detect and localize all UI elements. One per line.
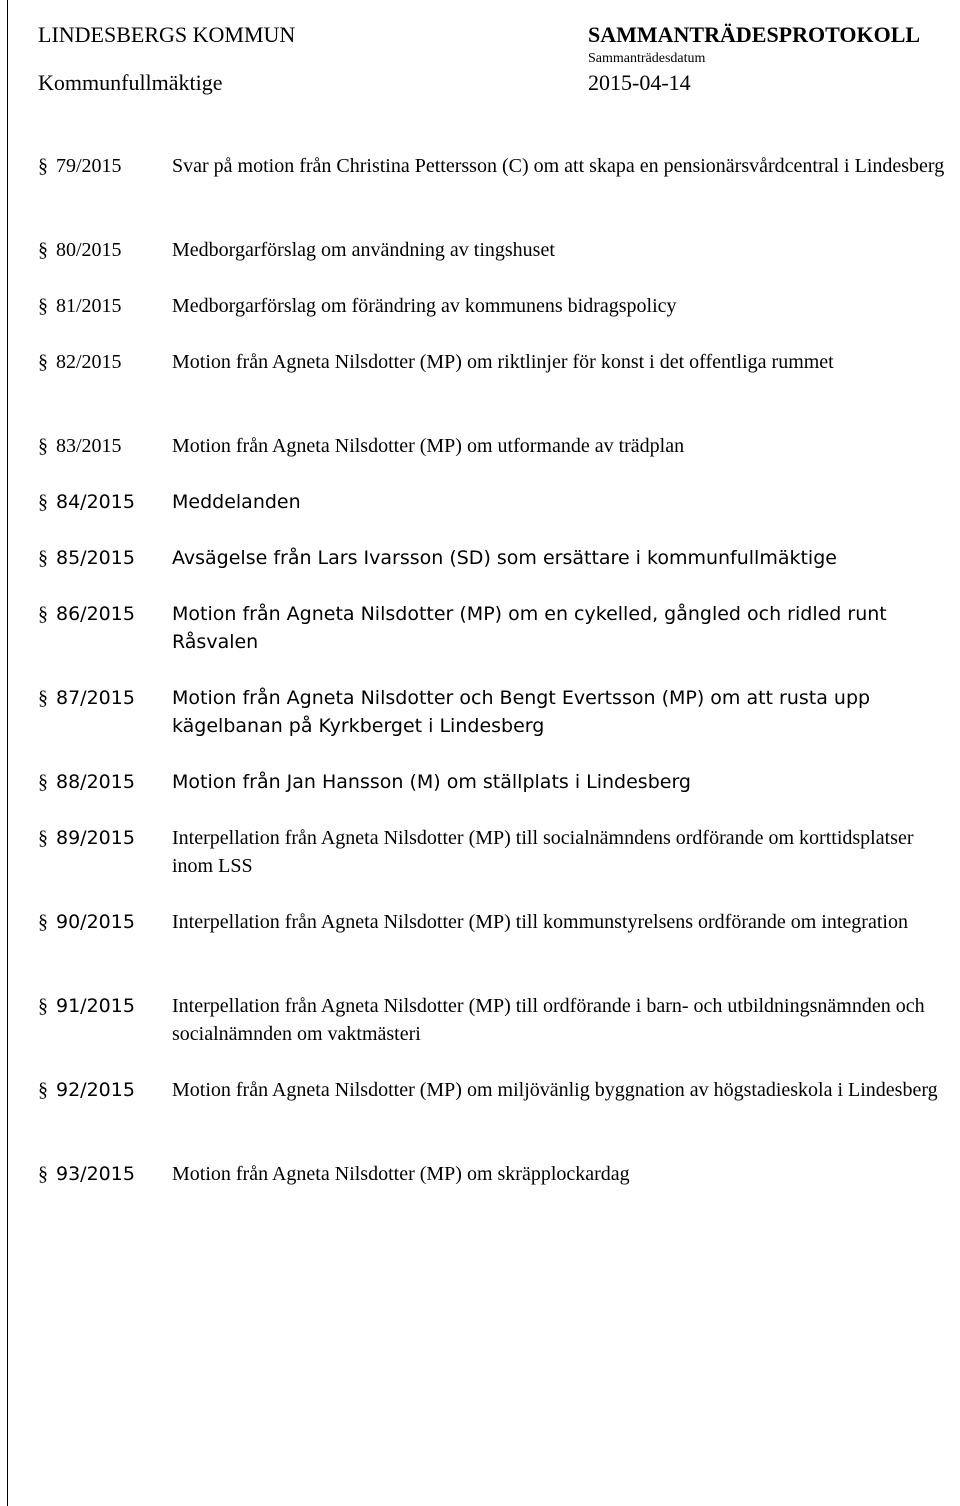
section-symbol: § bbox=[38, 239, 48, 261]
agenda-item-title: Interpellation från Agneta Nilsdotter (MP) till socialnämndens ordförande om korttidsplatser inom LSS bbox=[172, 827, 914, 877]
agenda-item-title: Motion från Agneta Nilsdotter (MP) om utformande av trädplan bbox=[172, 435, 685, 457]
agenda-item-number: 85/2015 bbox=[56, 547, 135, 569]
agenda-item-title: Motion från Agneta Nilsdotter och Bengt Evertsson (MP) om att rusta upp kägelbanan på Kyrkberget i Lindesberg bbox=[172, 687, 871, 737]
section-symbol: § bbox=[38, 435, 48, 457]
document-type: SAMMANTRÄDESPROTOKOLL bbox=[588, 22, 921, 47]
section-symbol: § bbox=[38, 547, 48, 569]
section-symbol: § bbox=[38, 771, 48, 793]
agenda-item-title: Motion från Agneta Nilsdotter (MP) om en cykelled, gångled och ridled runt Råsvalen bbox=[172, 603, 887, 653]
protocol-header bbox=[0, 0, 960, 110]
agenda-item-number: 91/2015 bbox=[56, 995, 135, 1017]
agenda-item-number: 86/2015 bbox=[56, 603, 135, 625]
agenda-item-number: 88/2015 bbox=[56, 771, 135, 793]
section-symbol: § bbox=[38, 911, 48, 933]
agenda-item-title: Motion från Agneta Nilsdotter (MP) om skräpplockardag bbox=[172, 1163, 630, 1185]
agenda-item-title: Motion från Agneta Nilsdotter (MP) om miljövänlig byggnation av högstadieskola i Lindesberg bbox=[172, 1079, 938, 1101]
agenda-item-title: Meddelanden bbox=[172, 491, 301, 513]
agenda-item-title: Interpellation från Agneta Nilsdotter (MP) till ordförande i barn- och utbildningsnämnden och socialnämnden om vaktmästeri bbox=[172, 995, 925, 1045]
agenda-item-number: 84/2015 bbox=[56, 491, 135, 513]
agenda-item-title: Medborgarförslag om förändring av kommunens bidragspolicy bbox=[172, 295, 677, 317]
agenda-item-title: Motion från Agneta Nilsdotter (MP) om riktlinjer för konst i det offentliga rummet bbox=[172, 351, 834, 373]
agenda-item-number: 93/2015 bbox=[56, 1163, 135, 1185]
agenda-item-title: Interpellation från Agneta Nilsdotter (MP) till kommunstyrelsens ordförande om integration bbox=[172, 911, 908, 933]
agenda-item-number: 90/2015 bbox=[56, 911, 135, 933]
meeting-date: 2015-04-14 bbox=[588, 70, 691, 95]
agenda-item-number: 92/2015 bbox=[56, 1079, 135, 1101]
agenda-item-number: 89/2015 bbox=[56, 827, 135, 849]
agenda-item-title: Svar på motion från Christina Pettersson (C) om att skapa en pensionärsvårdcentral i Lindesberg bbox=[172, 155, 945, 177]
meeting-date-label: Sammanträdesdatum bbox=[588, 51, 706, 66]
section-symbol: § bbox=[38, 995, 48, 1017]
agenda-item-number: 80/2015 bbox=[56, 239, 122, 261]
section-symbol: § bbox=[38, 295, 48, 317]
agenda-item-number: 82/2015 bbox=[56, 351, 122, 373]
section-symbol: § bbox=[38, 827, 48, 849]
section-symbol: § bbox=[38, 1163, 48, 1185]
section-symbol: § bbox=[38, 491, 48, 513]
section-symbol: § bbox=[38, 603, 48, 625]
agenda-item-number: 81/2015 bbox=[56, 295, 122, 317]
section-symbol: § bbox=[38, 1079, 48, 1101]
agenda-item-number: 83/2015 bbox=[56, 435, 122, 457]
agenda-item-title: Avsägelse från Lars Ivarsson (SD) som ersättare i kommunfullmäktige bbox=[172, 547, 837, 569]
agenda-item-title: Medborgarförslag om användning av tingshuset bbox=[172, 239, 555, 261]
page-margin-rule bbox=[7, 0, 8, 1506]
section-symbol: § bbox=[38, 351, 48, 373]
agenda-item-title: Motion från Jan Hansson (M) om ställplats i Lindesberg bbox=[172, 771, 691, 793]
section-symbol: § bbox=[38, 687, 48, 709]
section-symbol: § bbox=[38, 155, 48, 177]
agenda-item-number: 79/2015 bbox=[56, 155, 122, 177]
municipality-name: LINDESBERGS KOMMUN bbox=[38, 22, 296, 47]
assembly-name: Kommunfullmäktige bbox=[38, 70, 223, 95]
agenda-item-number: 87/2015 bbox=[56, 687, 135, 709]
